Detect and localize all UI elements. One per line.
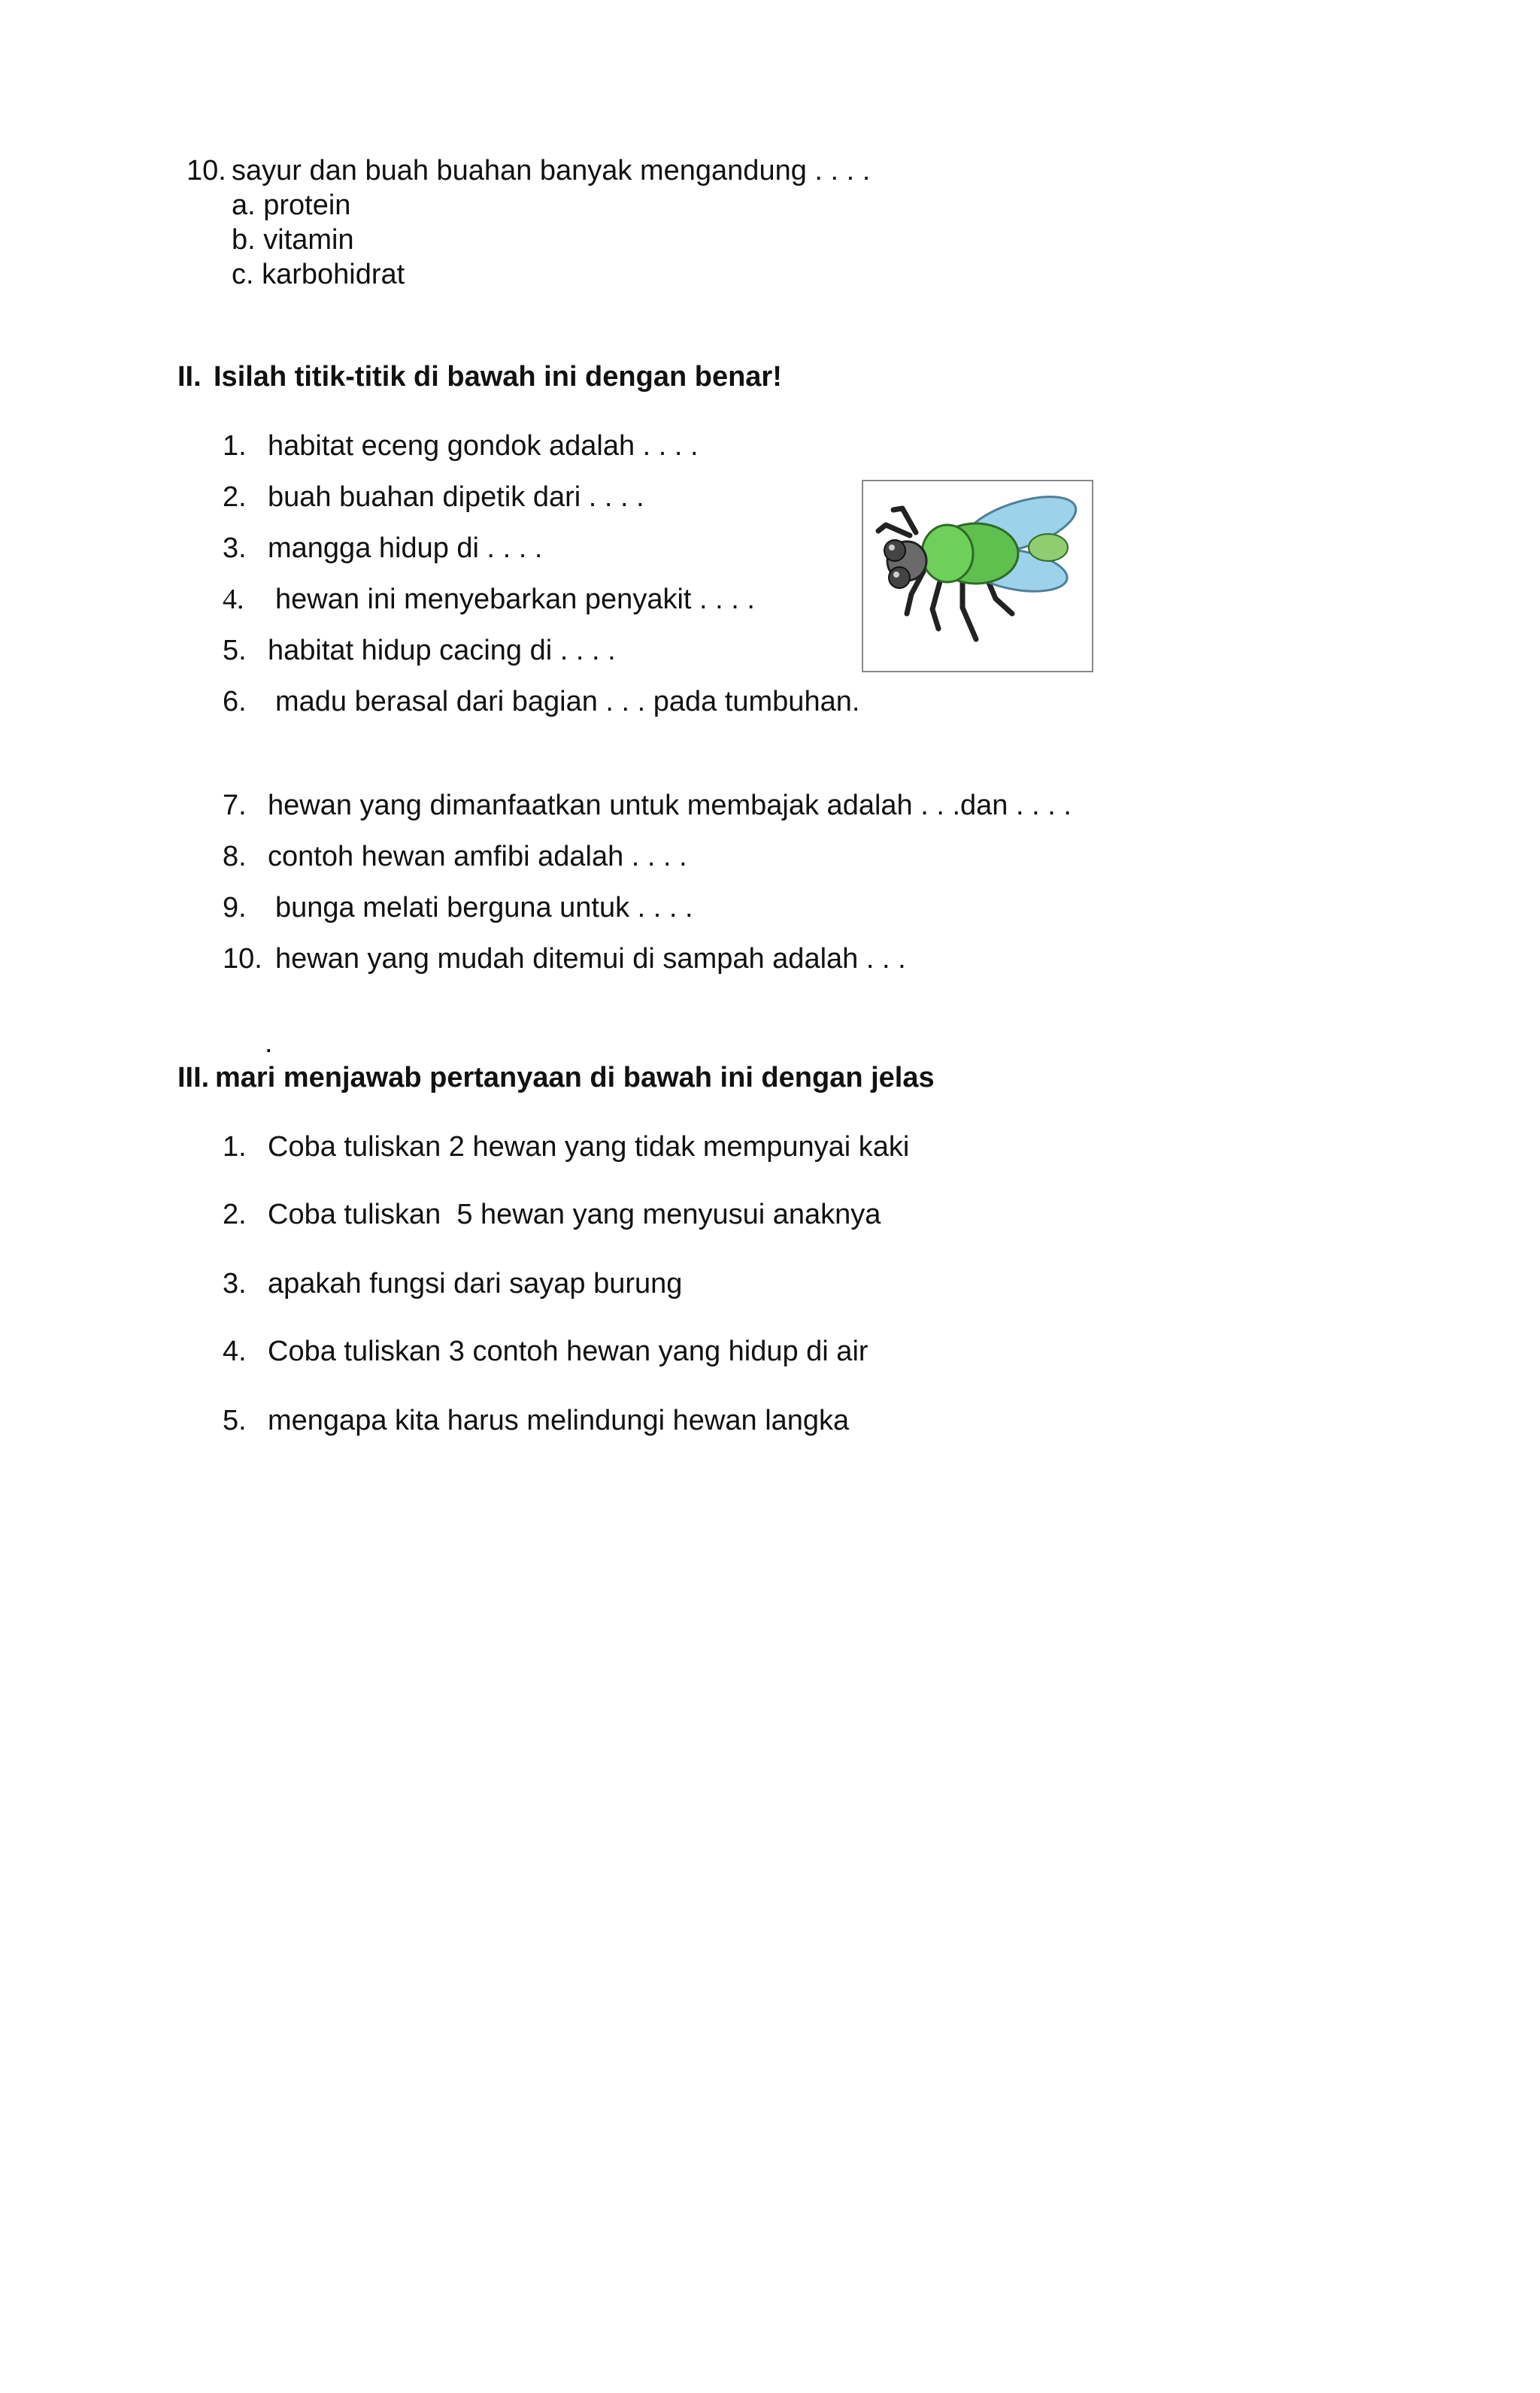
- section3-item-3-text: apakah fungsi dari sayap burung: [268, 1268, 683, 1300]
- section2-item-6-number: 6.: [223, 686, 247, 717]
- section3-item-5-number: 5.: [223, 1405, 247, 1436]
- mc-question-number: 10.: [186, 155, 226, 187]
- fly-icon: [863, 481, 1092, 671]
- section2-item-7-text: hewan yang dimanfaatkan untuk membajak adalah . . .dan . . . .: [268, 790, 1072, 821]
- mc-option-c: c. karbohidrat: [232, 259, 405, 290]
- fly-illustration: [862, 480, 1093, 672]
- section2-item-2-number: 2.: [223, 481, 247, 513]
- section2-item-6-text: madu berasal dari bagian . . . pada tumbuhan.: [275, 686, 860, 717]
- section3-item-3-number: 3.: [223, 1268, 247, 1300]
- mc-option-a: a. protein: [232, 190, 351, 221]
- section3-item-1-text: Coba tuliskan 2 hewan yang tidak mempunyai kaki: [268, 1131, 910, 1163]
- section3-item-1-number: 1.: [223, 1131, 247, 1163]
- stray-dot: .: [265, 1027, 273, 1059]
- section2-item-4-number: 4.: [223, 584, 244, 615]
- section2-item-3-text: mangga hidup di . . . .: [268, 532, 543, 564]
- section3-item-4-number: 4.: [223, 1336, 247, 1367]
- section2-item-2-text: buah buahan dipetik dari . . . .: [268, 481, 644, 513]
- section3-item-2-number: 2.: [223, 1199, 247, 1230]
- section2-label: II.: [177, 361, 202, 393]
- section2-item-9-text: bunga melati berguna untuk . . . .: [275, 892, 693, 924]
- section3-label: III.: [177, 1062, 210, 1093]
- section3-item-4-text: Coba tuliskan 3 contoh hewan yang hidup di air: [268, 1336, 869, 1367]
- section2-item-9-number: 9.: [223, 892, 247, 924]
- section2-item-5-number: 5.: [223, 635, 247, 666]
- section3-item-2-text: Coba tuliskan 5 hewan yang menyusui anaknya: [268, 1199, 881, 1230]
- section2-item-1-text: habitat eceng gondok adalah . . . .: [268, 430, 699, 462]
- section2-item-7-number: 7.: [223, 790, 247, 821]
- section2-item-10-number: 10.: [223, 943, 262, 975]
- section2-item-8-number: 8.: [223, 841, 247, 872]
- section2-item-8-text: contoh hewan amfibi adalah . . . .: [268, 841, 687, 872]
- section2-item-3-number: 3.: [223, 532, 247, 564]
- section3-item-5-text: mengapa kita harus melindungi hewan langka: [268, 1405, 850, 1436]
- section2-item-1-number: 1.: [223, 430, 247, 462]
- mc-question-text: sayur dan buah buahan banyak mengandung . . . .: [232, 155, 871, 187]
- section2-title: Isilah titik-titik di bawah ini dengan benar!: [214, 361, 782, 393]
- section3-title: mari menjawab pertanyaan di bawah ini dengan jelas: [215, 1062, 935, 1093]
- section2-item-10-text: hewan yang mudah ditemui di sampah adalah . . .: [275, 943, 906, 975]
- section2-item-4-text: hewan ini menyebarkan penyakit . . . .: [275, 584, 755, 615]
- section2-item-5-text: habitat hidup cacing di . . . .: [268, 635, 616, 666]
- mc-option-b: b. vitamin: [232, 224, 354, 256]
